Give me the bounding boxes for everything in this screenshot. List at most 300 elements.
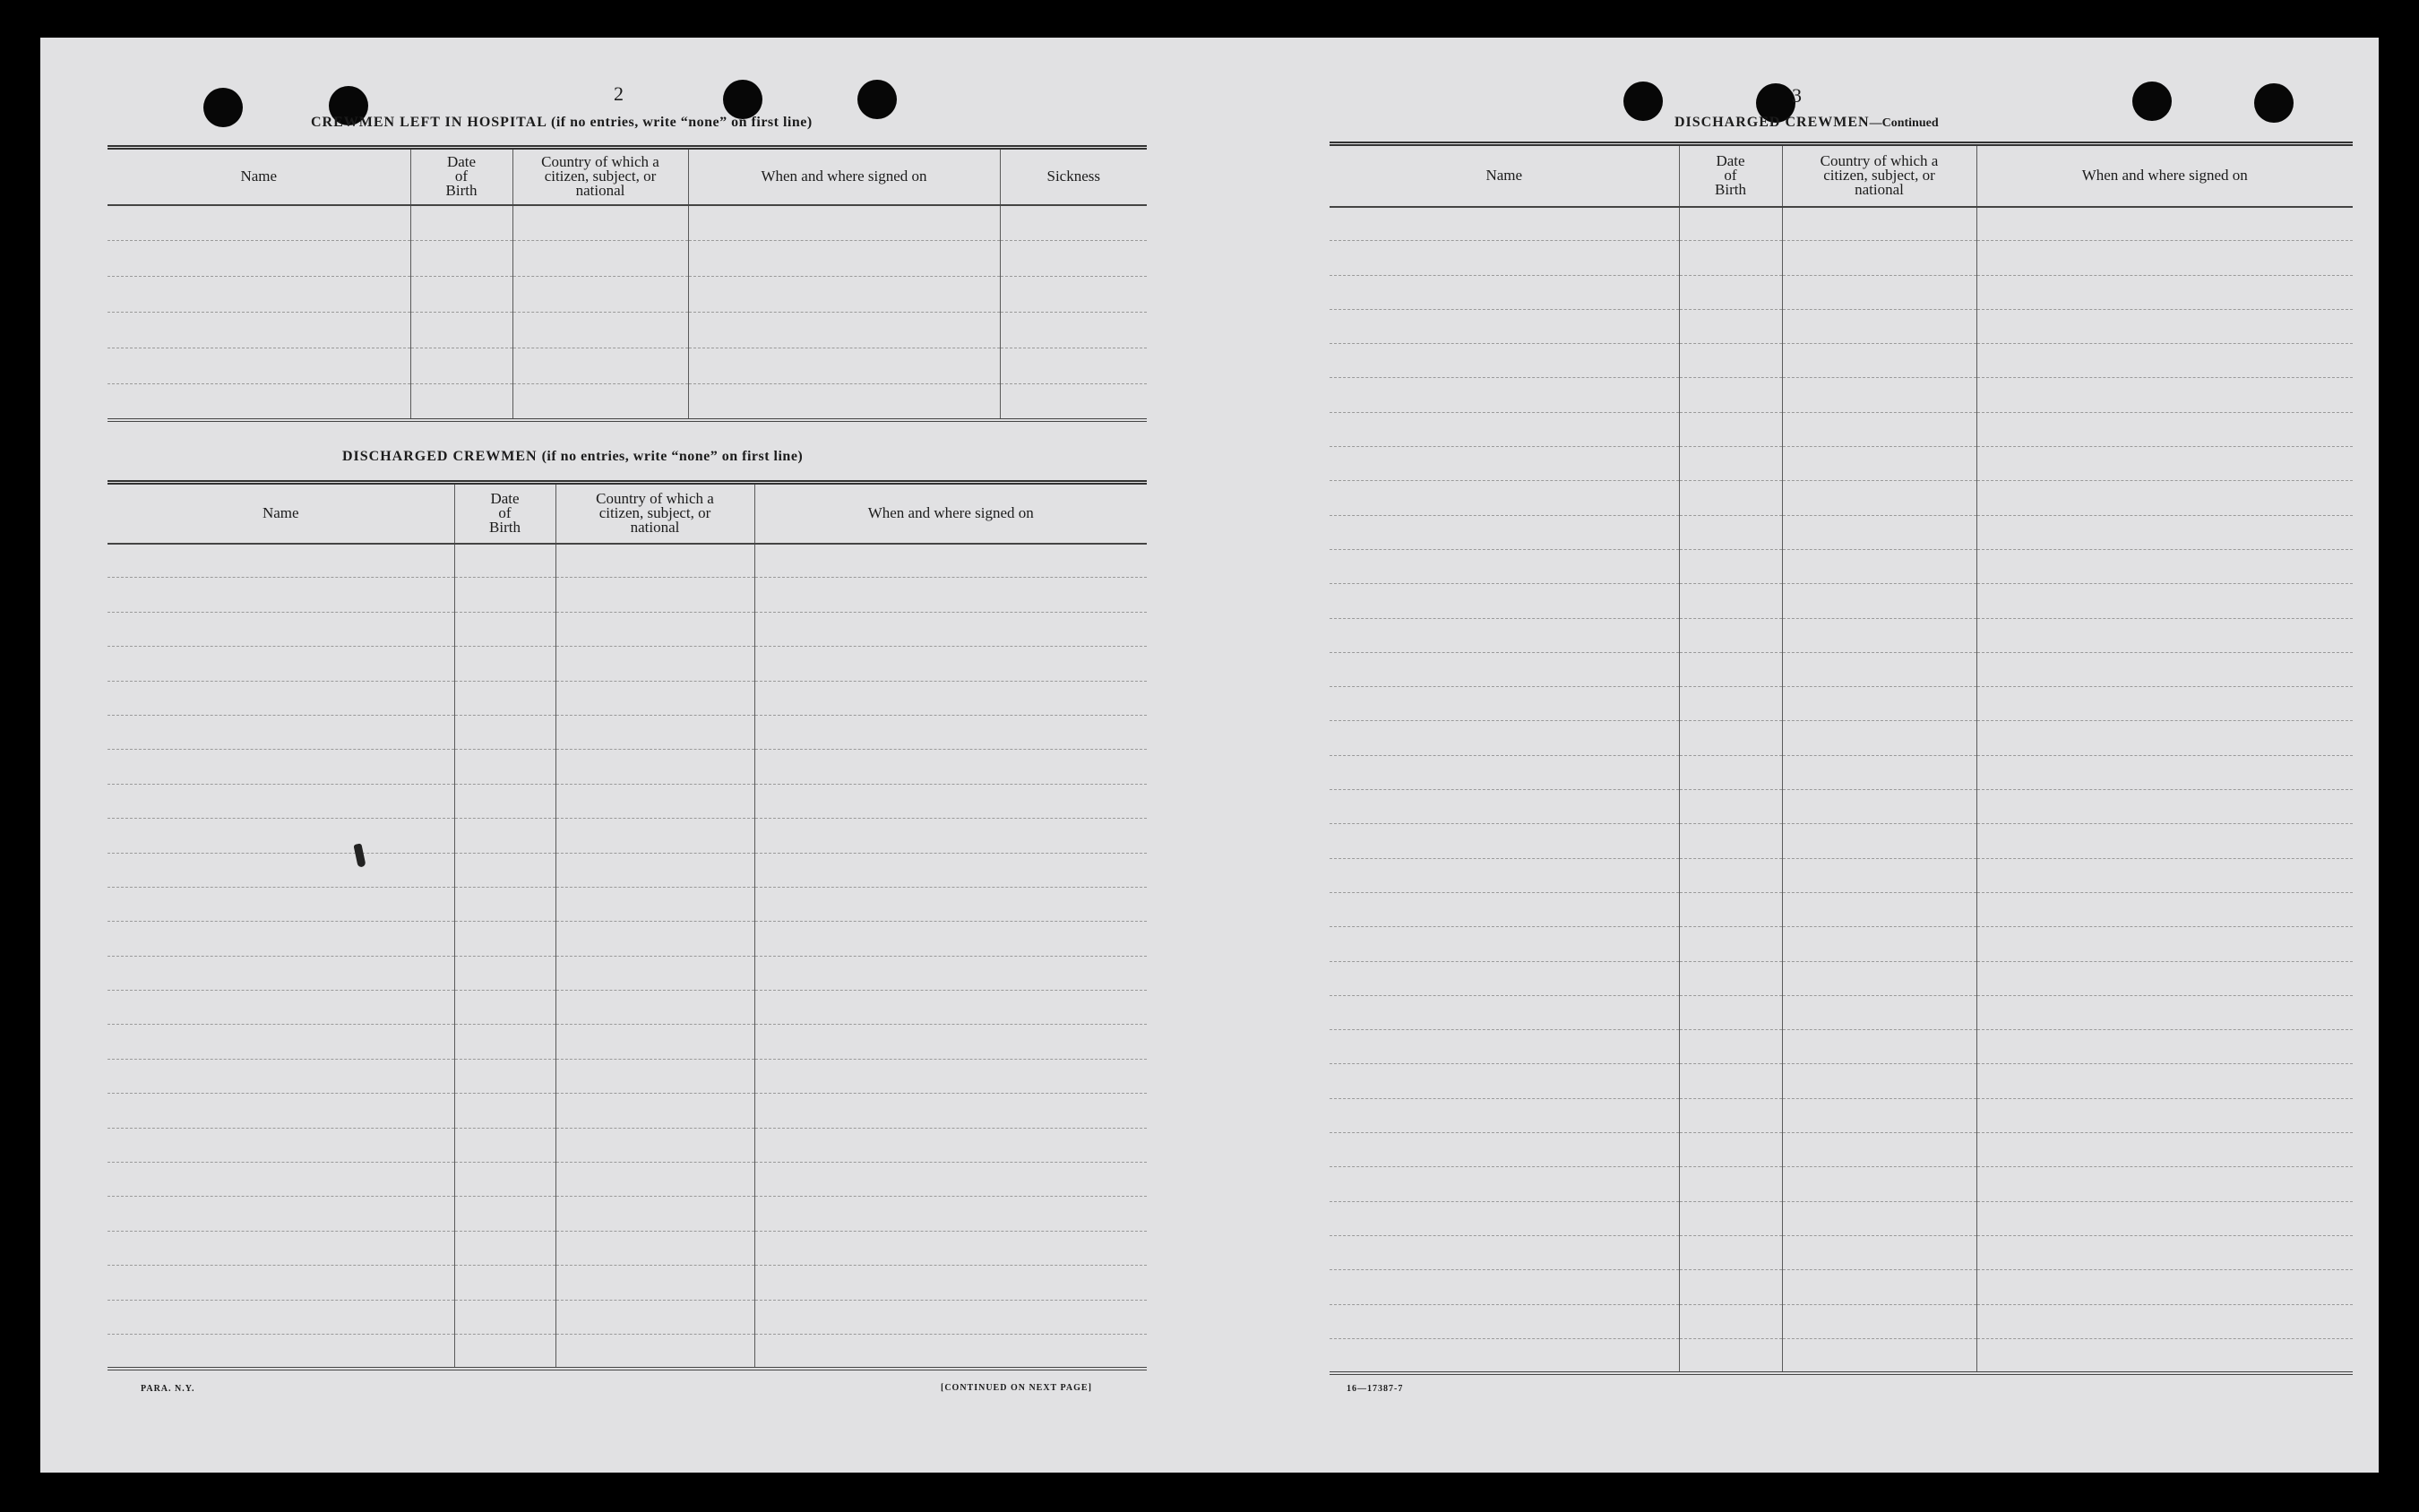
blank-entry-cell <box>108 991 454 1025</box>
printer-mark: PARA. N.Y. <box>141 1384 195 1394</box>
blank-entry-cell <box>1679 481 1782 515</box>
blank-entry-cell <box>108 647 454 681</box>
blank-entry-cell <box>1976 961 2353 995</box>
header-line: Date <box>446 153 477 171</box>
blank-entry-cell <box>1782 1270 1976 1304</box>
blank-entry-cell <box>454 1128 555 1162</box>
blank-entry-cell <box>754 784 1147 818</box>
blank-entry-cell <box>454 1197 555 1231</box>
blank-entry-cell <box>108 922 454 956</box>
blank-entry-cell <box>555 544 754 578</box>
ruled-entry-row <box>1330 1270 2353 1304</box>
header-line: Date <box>490 490 520 508</box>
blank-entry-cell <box>1976 207 2353 241</box>
ruled-entry-row <box>1330 824 2353 858</box>
blank-entry-cell <box>1782 412 1976 446</box>
blank-entry-cell <box>1679 207 1782 241</box>
ruled-entry-row <box>1330 892 2353 926</box>
blank-entry-cell <box>108 578 454 612</box>
ruled-entry-row <box>1330 584 2353 618</box>
section-title-text: DISCHARGED CREWMEN <box>1674 115 1870 130</box>
blank-entry-cell <box>1976 892 2353 926</box>
column-header-date-of-birth <box>410 148 512 205</box>
blank-entry-cell <box>1976 1064 2353 1098</box>
header-line: citizen, subject, or <box>598 504 711 522</box>
blank-entry-cell <box>555 853 754 887</box>
blank-entry-cell <box>454 991 555 1025</box>
blank-entry-cell <box>1782 515 1976 549</box>
header-line: Birth <box>445 182 478 200</box>
blank-entry-cell <box>754 750 1147 784</box>
ruled-entry-row <box>1330 447 2353 481</box>
blank-entry-cell <box>1976 790 2353 824</box>
blank-entry-cell <box>1679 584 1782 618</box>
blank-entry-cell <box>1679 1235 1782 1269</box>
ruled-entry-row <box>108 1197 1147 1231</box>
blank-entry-cell <box>1782 275 1976 309</box>
blank-entry-cell <box>1330 241 1679 275</box>
blank-entry-cell <box>108 715 454 749</box>
ruled-entry-row <box>108 715 1147 749</box>
ruled-entry-row <box>108 819 1147 853</box>
blank-entry-cell <box>555 647 754 681</box>
blank-entry-cell <box>555 612 754 646</box>
column-header-sickness: Sickness <box>1000 148 1147 205</box>
blank-entry-cell <box>108 1163 454 1197</box>
blank-entry-cell <box>454 1266 555 1300</box>
blank-entry-cell <box>1976 1201 2353 1235</box>
ruled-entry-row <box>108 1163 1147 1197</box>
ruled-entry-row <box>1330 1098 2353 1132</box>
blank-entry-cell <box>410 277 512 313</box>
blank-entry-cell <box>1782 1235 1976 1269</box>
blank-entry-cell <box>754 1197 1147 1231</box>
ruled-entry-row <box>108 1025 1147 1059</box>
blank-entry-cell <box>108 1334 454 1368</box>
blank-entry-cell <box>1000 348 1147 384</box>
blank-entry-cell <box>108 1025 454 1059</box>
blank-entry-cell <box>1976 1304 2353 1338</box>
blank-entry-cell <box>1782 790 1976 824</box>
blank-entry-cell <box>1679 652 1782 686</box>
column-header-country <box>555 483 754 544</box>
blank-entry-cell <box>108 750 454 784</box>
blank-entry-cell <box>555 784 754 818</box>
column-header-name: Name <box>108 483 454 544</box>
blank-entry-cell <box>512 348 688 384</box>
blank-entry-cell <box>754 1266 1147 1300</box>
blank-entry-cell <box>1000 313 1147 348</box>
blank-entry-cell <box>1782 927 1976 961</box>
blank-entry-cell <box>1330 1201 1679 1235</box>
blank-entry-cell <box>1976 721 2353 755</box>
ledger-sheet <box>40 38 2379 1473</box>
header-line: Country of which a <box>1820 152 1939 170</box>
header-line: citizen, subject, or <box>1823 167 1935 185</box>
blank-entry-cell <box>1782 618 1976 652</box>
ruled-entry-row <box>1330 207 2353 241</box>
ruled-entry-row <box>108 784 1147 818</box>
blank-entry-cell <box>1330 927 1679 961</box>
blank-entry-cell <box>108 1128 454 1162</box>
header-line: of <box>498 504 512 522</box>
blank-entry-cell <box>754 1128 1147 1162</box>
blank-entry-cell <box>555 991 754 1025</box>
blank-entry-cell <box>688 205 1000 241</box>
blank-entry-cell <box>454 647 555 681</box>
blank-entry-cell <box>1330 207 1679 241</box>
blank-entry-cell <box>1976 309 2353 343</box>
blank-entry-cell <box>1679 892 1782 926</box>
ruled-entry-row <box>1330 687 2353 721</box>
blank-entry-cell <box>1000 205 1147 241</box>
ruled-entry-row <box>108 1300 1147 1334</box>
blank-entry-cell <box>454 681 555 715</box>
ruled-entry-row <box>1330 309 2353 343</box>
blank-entry-cell <box>108 277 410 313</box>
ruled-entry-row <box>1330 412 2353 446</box>
blank-entry-cell <box>754 715 1147 749</box>
blank-entry-cell <box>454 1059 555 1093</box>
blank-entry-cell <box>555 819 754 853</box>
blank-entry-cell <box>1782 207 1976 241</box>
blank-entry-cell <box>1782 892 1976 926</box>
discharged-table-left <box>108 480 1147 1370</box>
blank-entry-cell <box>1679 515 1782 549</box>
blank-entry-cell <box>1000 384 1147 420</box>
blank-entry-cell <box>108 887 454 921</box>
blank-entry-cell <box>555 1300 754 1334</box>
right-page <box>1250 38 2379 1473</box>
blank-entry-cell <box>1782 447 1976 481</box>
blank-entry-cell <box>108 1059 454 1093</box>
discharged-table-left-body <box>108 544 1147 1369</box>
blank-entry-cell <box>512 241 688 277</box>
blank-entry-cell <box>555 1163 754 1197</box>
ruled-entry-row <box>108 1059 1147 1093</box>
blank-entry-cell <box>108 1300 454 1334</box>
blank-entry-cell <box>1330 824 1679 858</box>
blank-entry-cell <box>754 1231 1147 1265</box>
blank-entry-cell <box>108 853 454 887</box>
ruled-entry-row <box>1330 1235 2353 1269</box>
blank-entry-cell <box>754 991 1147 1025</box>
blank-entry-cell <box>1330 309 1679 343</box>
blank-entry-cell <box>1782 824 1976 858</box>
blank-entry-cell <box>1976 241 2353 275</box>
column-header-date-of-birth <box>454 483 555 544</box>
ruled-entry-row <box>1330 1167 2353 1201</box>
ruled-entry-row <box>108 750 1147 784</box>
blank-entry-cell <box>1330 858 1679 892</box>
blank-entry-cell <box>1330 344 1679 378</box>
blank-entry-cell <box>1330 1270 1679 1304</box>
blank-entry-cell <box>1976 1270 2353 1304</box>
blank-entry-cell <box>1976 618 2353 652</box>
discharged-section-title <box>342 449 803 465</box>
blank-entry-cell <box>1782 1304 1976 1338</box>
blank-entry-cell <box>1330 1098 1679 1132</box>
blank-entry-cell <box>754 956 1147 990</box>
blank-entry-cell <box>1330 995 1679 1029</box>
blank-entry-cell <box>1976 1167 2353 1201</box>
blank-entry-cell <box>1330 721 1679 755</box>
blank-entry-cell <box>1330 584 1679 618</box>
ruled-entry-row <box>108 612 1147 646</box>
blank-entry-cell <box>1679 378 1782 412</box>
blank-entry-cell <box>410 348 512 384</box>
ruled-entry-row <box>108 681 1147 715</box>
blank-entry-cell <box>555 715 754 749</box>
blank-entry-cell <box>1976 447 2353 481</box>
blank-entry-cell <box>1679 1030 1782 1064</box>
header-line: Country of which a <box>541 153 659 171</box>
blank-entry-cell <box>688 277 1000 313</box>
blank-entry-cell <box>555 1266 754 1300</box>
ruled-entry-row <box>1330 1338 2353 1372</box>
blank-entry-cell <box>555 681 754 715</box>
column-header-signed-on: When and where signed on <box>688 148 1000 205</box>
blank-entry-cell <box>688 348 1000 384</box>
blank-entry-cell <box>1679 1098 1782 1132</box>
blank-entry-cell <box>1782 481 1976 515</box>
blank-entry-cell <box>410 241 512 277</box>
ruled-entry-row <box>108 277 1147 313</box>
blank-entry-cell <box>754 922 1147 956</box>
column-header-name: Name <box>108 148 410 205</box>
blank-entry-cell <box>1976 995 2353 1029</box>
blank-entry-cell <box>1330 892 1679 926</box>
column-header-signed-on: When and where signed on <box>1976 144 2353 207</box>
blank-entry-cell <box>108 956 454 990</box>
blank-entry-cell <box>1330 1235 1679 1269</box>
blank-entry-cell <box>454 750 555 784</box>
blank-entry-cell <box>754 578 1147 612</box>
blank-entry-cell <box>555 1231 754 1265</box>
blank-entry-cell <box>1782 1098 1976 1132</box>
ruled-entry-row <box>108 647 1147 681</box>
blank-entry-cell <box>555 1197 754 1231</box>
blank-entry-cell <box>1679 1167 1782 1201</box>
header-line: national <box>630 519 680 537</box>
blank-entry-cell <box>1976 927 2353 961</box>
ruled-entry-row <box>1330 927 2353 961</box>
blank-entry-cell <box>1679 755 1782 789</box>
blank-entry-cell <box>1976 481 2353 515</box>
ruled-entry-row <box>108 241 1147 277</box>
blank-entry-cell <box>555 1094 754 1128</box>
blank-entry-cell <box>1330 447 1679 481</box>
section-note: (if no entries, write “none” on first line) <box>551 115 813 130</box>
blank-entry-cell <box>1330 1133 1679 1167</box>
ruled-entry-row <box>1330 652 2353 686</box>
ruled-entry-row <box>1330 515 2353 549</box>
blank-entry-cell <box>555 922 754 956</box>
continued-note: [CONTINUED ON NEXT PAGE] <box>941 1383 1092 1393</box>
blank-entry-cell <box>754 612 1147 646</box>
ruled-entry-row <box>108 853 1147 887</box>
ruled-entry-row <box>108 1094 1147 1128</box>
blank-entry-cell <box>555 578 754 612</box>
hospital-table-body <box>108 205 1147 420</box>
blank-entry-cell <box>454 853 555 887</box>
blank-entry-cell <box>754 544 1147 578</box>
blank-entry-cell <box>1782 652 1976 686</box>
blank-entry-cell <box>688 241 1000 277</box>
left-page <box>40 38 1250 1473</box>
blank-entry-cell <box>108 1266 454 1300</box>
blank-entry-cell <box>555 750 754 784</box>
ruled-entry-row <box>108 313 1147 348</box>
ruled-entry-row <box>108 991 1147 1025</box>
blank-entry-cell <box>1330 790 1679 824</box>
blank-entry-cell <box>555 1025 754 1059</box>
blank-entry-cell <box>1782 858 1976 892</box>
blank-entry-cell <box>1782 309 1976 343</box>
ruled-entry-row <box>108 1334 1147 1368</box>
blank-entry-cell <box>108 784 454 818</box>
blank-entry-cell <box>1976 584 2353 618</box>
blank-entry-cell <box>1782 549 1976 583</box>
blank-entry-cell <box>454 819 555 853</box>
blank-entry-cell <box>1000 277 1147 313</box>
ruled-entry-row <box>1330 241 2353 275</box>
blank-entry-cell <box>108 681 454 715</box>
blank-entry-cell <box>108 205 410 241</box>
ruled-entry-row <box>108 578 1147 612</box>
blank-entry-cell <box>754 819 1147 853</box>
blank-entry-cell <box>1976 824 2353 858</box>
blank-entry-cell <box>1330 549 1679 583</box>
blank-entry-cell <box>454 1163 555 1197</box>
ruled-entry-row <box>108 544 1147 578</box>
blank-entry-cell <box>1976 652 2353 686</box>
header-line: of <box>1724 167 1737 185</box>
blank-entry-cell <box>1976 275 2353 309</box>
column-header-name: Name <box>1330 144 1679 207</box>
blank-entry-cell <box>1679 618 1782 652</box>
blank-entry-cell <box>555 1334 754 1368</box>
blank-entry-cell <box>108 1231 454 1265</box>
blank-entry-cell <box>1679 961 1782 995</box>
blank-entry-cell <box>1330 1338 1679 1372</box>
hospital-section-title <box>311 115 813 131</box>
ruled-entry-row <box>1330 1201 2353 1235</box>
blank-entry-cell <box>1976 1133 2353 1167</box>
blank-entry-cell <box>754 1059 1147 1093</box>
blank-entry-cell <box>754 887 1147 921</box>
section-title-text: CREWMEN LEFT IN HOSPITAL <box>311 115 547 130</box>
header-line: national <box>575 182 625 200</box>
blank-entry-cell <box>1976 1098 2353 1132</box>
blank-entry-cell <box>1330 1064 1679 1098</box>
blank-entry-cell <box>1330 1030 1679 1064</box>
blank-entry-cell <box>1679 995 1782 1029</box>
discharged-table-right <box>1330 142 2353 1375</box>
ruled-entry-row <box>108 922 1147 956</box>
ruled-entry-row <box>108 205 1147 241</box>
blank-entry-cell <box>1330 687 1679 721</box>
header-line: Birth <box>489 519 521 537</box>
blank-entry-cell <box>454 578 555 612</box>
ruled-entry-row <box>108 384 1147 420</box>
blank-entry-cell <box>1330 652 1679 686</box>
blank-entry-cell <box>108 1094 454 1128</box>
blank-entry-cell <box>108 544 454 578</box>
ruled-entry-row <box>1330 344 2353 378</box>
blank-entry-cell <box>754 1163 1147 1197</box>
blank-entry-cell <box>1330 378 1679 412</box>
blank-entry-cell <box>1679 790 1782 824</box>
discharged-table-right-body <box>1330 207 2353 1373</box>
blank-entry-cell <box>1976 858 2353 892</box>
blank-entry-cell <box>555 887 754 921</box>
blank-entry-cell <box>454 887 555 921</box>
blank-entry-cell <box>1330 275 1679 309</box>
blank-entry-cell <box>754 1300 1147 1334</box>
blank-entry-cell <box>555 1059 754 1093</box>
blank-entry-cell <box>1782 1030 1976 1064</box>
blank-entry-cell <box>1782 1064 1976 1098</box>
blank-entry-cell <box>1330 961 1679 995</box>
column-header-signed-on: When and where signed on <box>754 483 1147 544</box>
blank-entry-cell <box>1976 755 2353 789</box>
blank-entry-cell <box>1330 618 1679 652</box>
discharged-continued-title <box>1674 115 1939 131</box>
blank-entry-cell <box>1976 378 2353 412</box>
blank-entry-cell <box>1330 1304 1679 1338</box>
blank-entry-cell <box>555 956 754 990</box>
blank-entry-cell <box>1679 721 1782 755</box>
blank-entry-cell <box>754 647 1147 681</box>
ruled-entry-row <box>1330 378 2353 412</box>
ruled-entry-row <box>1330 549 2353 583</box>
blank-entry-cell <box>1782 721 1976 755</box>
header-line: national <box>1855 181 1904 199</box>
ruled-entry-row <box>1330 858 2353 892</box>
page-number: 3 <box>1792 84 1802 107</box>
blank-entry-cell <box>454 784 555 818</box>
continued-label: —Continued <box>1869 116 1939 130</box>
blank-entry-cell <box>1679 241 1782 275</box>
header-line: Country of which a <box>596 490 714 508</box>
blank-entry-cell <box>1679 1201 1782 1235</box>
blank-entry-cell <box>1679 687 1782 721</box>
header-line: Date <box>1716 152 1745 170</box>
blank-entry-cell <box>1330 412 1679 446</box>
ruled-entry-row <box>1330 721 2353 755</box>
blank-entry-cell <box>1679 927 1782 961</box>
blank-entry-cell <box>108 241 410 277</box>
ruled-entry-row <box>1330 481 2353 515</box>
blank-entry-cell <box>1000 241 1147 277</box>
blank-entry-cell <box>688 313 1000 348</box>
blank-entry-cell <box>512 384 688 420</box>
ruled-entry-row <box>1330 1304 2353 1338</box>
blank-entry-cell <box>1782 961 1976 995</box>
blank-entry-cell <box>1976 412 2353 446</box>
header-line: Birth <box>1715 181 1746 199</box>
ruled-entry-row <box>108 1128 1147 1162</box>
blank-entry-cell <box>1976 515 2353 549</box>
blank-entry-cell <box>512 205 688 241</box>
blank-entry-cell <box>1782 1133 1976 1167</box>
blank-entry-cell <box>1976 687 2353 721</box>
section-title-text: DISCHARGED CREWMEN <box>342 449 538 464</box>
ruled-entry-row <box>1330 1030 2353 1064</box>
blank-entry-cell <box>1976 1338 2353 1372</box>
blank-entry-cell <box>512 313 688 348</box>
